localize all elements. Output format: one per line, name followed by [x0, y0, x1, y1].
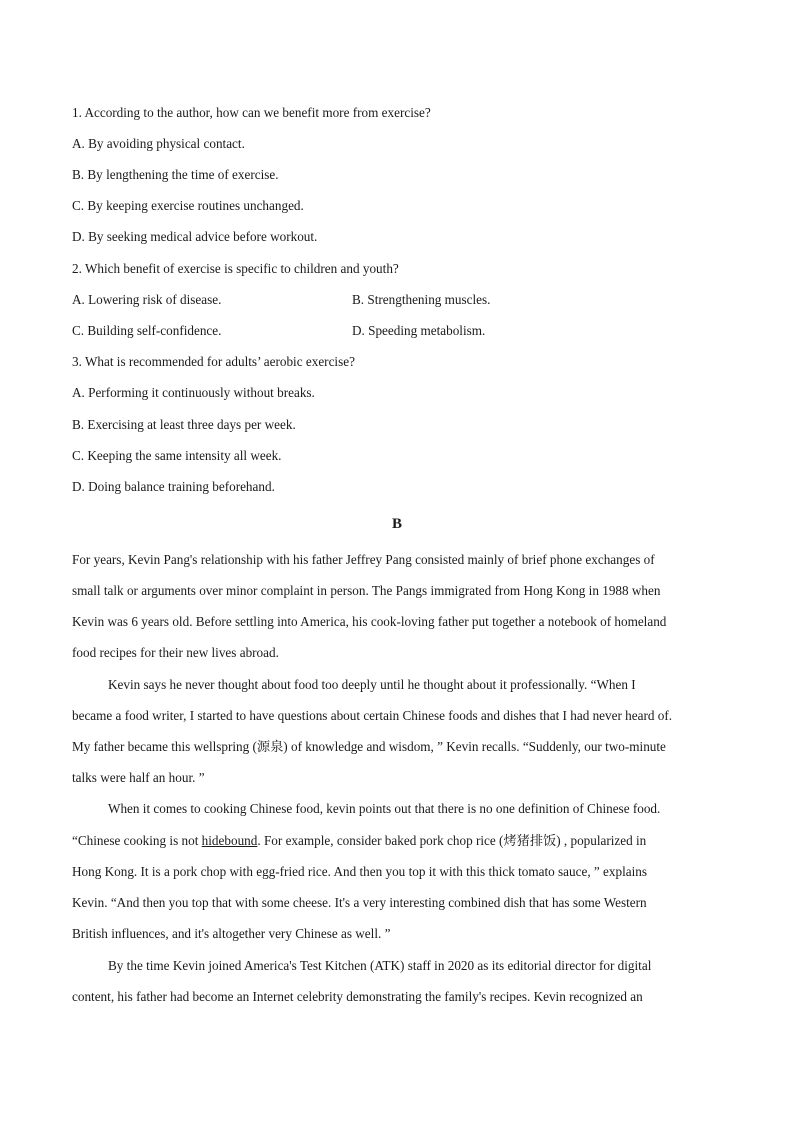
passage-p1-line-4: food recipes for their new lives abroad. — [72, 645, 279, 660]
question-3-option-d: D. Doing balance training beforehand. — [72, 479, 275, 494]
question-2-option-b: B. Strengthening muscles. — [352, 292, 491, 307]
question-1-option-d: D. By seeking medical advice before workout. — [72, 229, 318, 244]
passage-p1-line-3: Kevin was 6 years old. Before settling into America, his cook-loving father put together a notebook of homeland — [72, 614, 667, 629]
passage-p3-line-3: Hong Kong. It is a pork chop with egg-fried rice. And then you top it with this thick tomato sauce, ” explains — [72, 864, 648, 879]
passage-p2-line-4: talks were half an hour. ” — [72, 770, 205, 785]
question-2-option-c: C. Building self-confidence. — [72, 323, 222, 338]
question-3-option-c: C. Keeping the same intensity all week. — [72, 448, 282, 463]
passage-p1-line-2: small talk or arguments over minor complaint in person. The Pangs immigrated from Hong Kong in 1988 when — [72, 583, 661, 598]
question-2-option-d: D. Speeding metabolism. — [352, 323, 486, 338]
underlined-word-hidebound: hidebound — [201, 833, 258, 848]
question-1-option-b: B. By lengthening the time of exercise. — [72, 167, 279, 182]
question-2-stem: 2. Which benefit of exercise is specific to children and youth? — [72, 261, 399, 276]
question-2-option-a: A. Lowering risk of disease. — [72, 292, 222, 307]
section-title: B — [391, 516, 402, 532]
passage-p2-line-2: became a food writer, I started to have questions about certain Chinese foods and dishes that I had never heard of. — [72, 708, 673, 723]
passage-p3-line-2 — [72, 832, 722, 850]
question-1-stem: 1. According to the author, how can we benefit more from exercise? — [72, 105, 431, 120]
passage-p3-line-2-pre: “Chinese cooking is not — [72, 833, 202, 848]
question-3-stem: 3. What is recommended for adults’ aerobic exercise? — [72, 354, 355, 369]
passage-p3-line-4: Kevin. “And then you top that with some cheese. It's a very interesting combined dish that has some Western — [72, 895, 647, 910]
question-1-option-a: A. By avoiding physical contact. — [72, 136, 245, 151]
passage-p3-line-5: British influences, and it's altogether very Chinese as well. ” — [72, 926, 391, 941]
question-1-option-c: C. By keeping exercise routines unchanged. — [72, 198, 304, 213]
passage-p2-line-3: My father became this wellspring (源泉) of knowledge and wisdom, ” Kevin recalls. “Suddenly, our two-minute — [72, 739, 666, 754]
question-3-option-a: A. Performing it continuously without breaks. — [72, 385, 315, 400]
passage-p3-line-2-post: . For example, consider baked pork chop rice (烤猪排饭) , popularized in — [257, 833, 647, 848]
passage-p4-line-2: content, his father had become an Internet celebrity demonstrating the family's recipes. Kevin recognized an — [72, 989, 643, 1004]
passage-p2-line-1: Kevin says he never thought about food too deeply until he thought about it professionally. “When I — [108, 677, 636, 692]
passage-p4-line-1: By the time Kevin joined America's Test Kitchen (ATK) staff in 2020 as its editorial director for digital — [108, 958, 652, 973]
passage-p3-line-1: When it comes to cooking Chinese food, kevin points out that there is no one definition of Chinese food. — [108, 801, 661, 816]
passage-p1-line-1: For years, Kevin Pang's relationship with his father Jeffrey Pang consisted mainly of brief phone exchanges of — [72, 552, 655, 567]
question-3-option-b: B. Exercising at least three days per week. — [72, 417, 296, 432]
